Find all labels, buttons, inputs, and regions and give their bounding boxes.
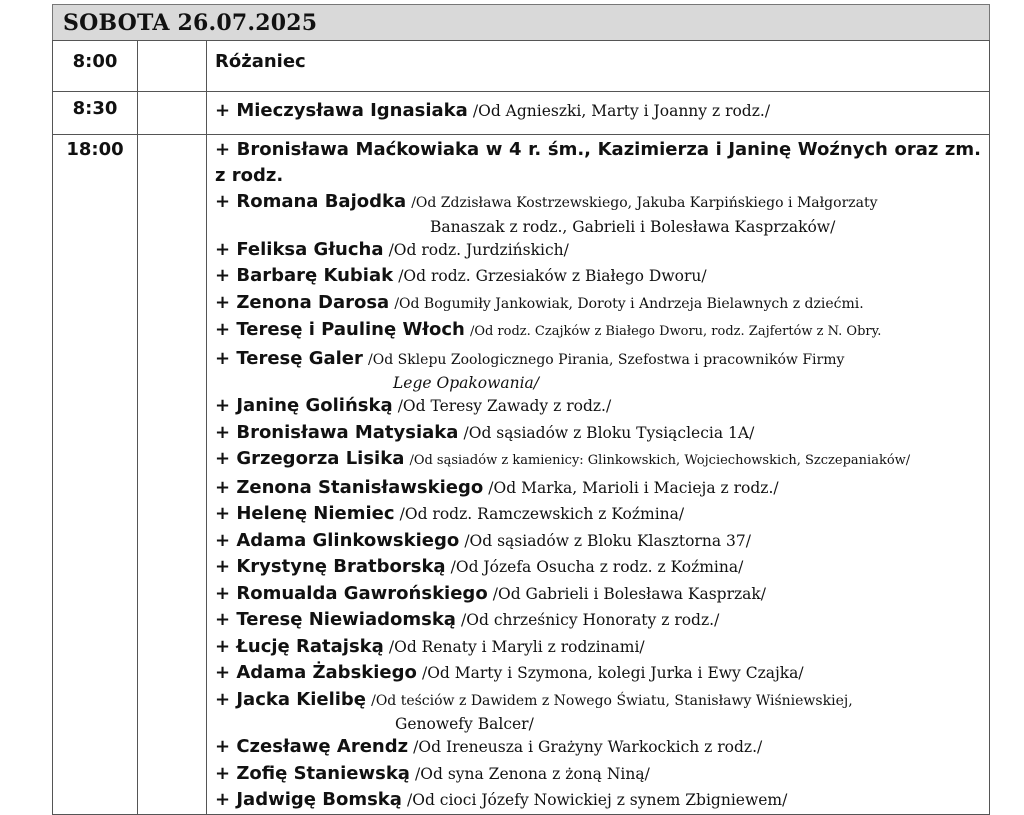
intention-note: /Od rodz. Ramczewskich z Koźmina/	[399, 505, 685, 523]
intention-note: /Od Agnieszki, Marty i Joanny z rodz./	[472, 102, 771, 120]
intention-name: + Adama Żabskiego	[215, 662, 417, 683]
list-item	[215, 290, 981, 318]
schedule-sheet	[52, 4, 990, 815]
table-row	[53, 92, 990, 135]
intention-note: /Od Marty i Szymona, kolegi Jurka i Ewy Czajka/	[421, 664, 804, 682]
intention-name: + Grzegorza Lisika	[215, 448, 405, 469]
intention-name: + Krystynę Bratborską	[215, 556, 446, 577]
list-item	[215, 346, 981, 374]
time-cell: 18:00	[53, 135, 138, 815]
intention-name: + Romualda Gawrońskiego	[215, 582, 488, 604]
list-item	[215, 528, 981, 555]
list-item	[215, 554, 981, 581]
intention-name: + Bronisława Matysiaka	[215, 421, 459, 443]
intention-name: + Teresę Niewiadomską	[215, 609, 456, 630]
intention-note: /Od rodz. Czajków z Białego Dworu, rodz. Zajfertów z N. Obry.	[469, 324, 882, 339]
intention-note: /Od rodz. Jurdzińskich/	[388, 240, 569, 259]
list-item	[215, 189, 981, 217]
intention-text: Różaniec	[215, 51, 306, 72]
list-item	[215, 501, 981, 528]
intention-note-continued: Banaszak z rodz., Gabrieli i Bolesława Kasprzaków/	[430, 217, 836, 236]
intention-note: /Od sąsiadów z kamienicy: Glinkowskich, Wojciechowskich, Szczepaniaków/	[409, 453, 911, 468]
intention-note: /Od Teresy Zawady z rodz./	[397, 397, 612, 415]
intention-note: /Od cioci Józefy Nowickiej z synem Zbigniewem/	[407, 791, 788, 809]
intention-name: + Jadwigę Bomską	[215, 789, 402, 810]
intention-note: /Od sąsiadów z Bloku Klasztorna 37/	[464, 531, 751, 550]
list-item	[215, 446, 981, 475]
list-item	[215, 787, 981, 814]
day-title: SOBOTA 26.07.2025	[63, 9, 318, 36]
intention-note: /Od Józefa Osucha z rodz. z Koźmina/	[450, 558, 744, 576]
empty-cell	[138, 92, 207, 135]
table-row	[53, 41, 990, 92]
list-item	[215, 393, 981, 420]
intention-name: + Zenona Darosa	[215, 291, 390, 313]
intention-note: /Od sąsiadów z Bloku Tysiąclecia 1A/	[463, 423, 755, 442]
intention-note: /Od Zdzisława Kostrzewskiego, Jakuba Karpińskiego i Małgorzaty	[411, 195, 878, 211]
intention-name: + Zofię Staniewską	[215, 762, 410, 784]
intention-name: + Romana Bajodka	[215, 191, 407, 212]
list-item	[215, 687, 981, 715]
list-item	[215, 420, 981, 447]
intention-cell	[207, 92, 990, 135]
time-cell: 8:00	[53, 41, 138, 92]
intention-note: /Od teściów z Dawidem z Nowego Światu, Stanisławy Wiśniewskiej,	[371, 692, 853, 709]
table-row	[53, 135, 990, 815]
list-item	[215, 607, 981, 634]
intention-note: /Od Marka, Marioli i Macieja z rodz./	[488, 478, 779, 497]
intention-note-continued: Genowefy Balcer/	[395, 715, 534, 733]
list-item	[215, 634, 981, 661]
day-header	[52, 4, 990, 40]
empty-cell	[138, 41, 207, 92]
intention-name: + Łucję Ratajską	[215, 635, 384, 657]
list-item	[215, 237, 981, 264]
list-item	[215, 263, 981, 290]
intention-name: + Feliksa Głucha	[215, 238, 384, 260]
intention-name: + Barbarę Kubiak	[215, 265, 394, 286]
intention-name: + Czesławę Arendz	[215, 736, 409, 757]
intention-note: /Od Gabrieli i Bolesława Kasprzak/	[492, 584, 767, 603]
list-item	[215, 317, 981, 346]
list-item	[215, 734, 981, 761]
intention-note-continued: Lege Opakowania/	[393, 374, 539, 392]
list-item	[215, 581, 981, 608]
intention-note: /Od syna Zenona z żoną Niną/	[415, 764, 650, 783]
mass-schedule-table	[52, 40, 990, 815]
intention-name: + Jacka Kielibę	[215, 688, 367, 710]
intention-name: + Teresę i Paulinę Włoch	[215, 319, 465, 340]
intention-name: + Janinę Golińską	[215, 395, 393, 416]
list-item	[215, 660, 981, 687]
time-cell: 8:30	[53, 92, 138, 135]
intention-name: + Zenona Stanisławskiego	[215, 476, 484, 498]
intention-note: /Od Ireneusza i Grażyny Warkockich z rodz./	[413, 738, 763, 756]
intention-name: + Helenę Niemiec	[215, 503, 395, 524]
intention-cell	[207, 135, 990, 815]
intention-name: + Adama Glinkowskiego	[215, 529, 460, 551]
intention-note: /Od Renaty i Maryli z rodzinami/	[388, 637, 645, 656]
intention-note: /Od rodz. Grzesiaków z Białego Dworu/	[398, 267, 707, 285]
list-item	[215, 761, 981, 788]
intention-cell	[207, 41, 990, 92]
intention-note: /Od Bogumiły Jankowiak, Doroty i Andrzeja Bielawnych z dziećmi.	[394, 295, 864, 312]
intention-name: + Teresę Galer	[215, 347, 363, 369]
intention-first: + Bronisława Maćkowiaka w 4 r. śm., Kazimierza i Janinę Woźnych oraz zm. z rodz.	[215, 139, 981, 186]
empty-cell	[138, 135, 207, 815]
intention-name: + Mieczysława Ignasiaka	[215, 100, 468, 121]
intention-note: /Od chrześnicy Honoraty z rodz./	[461, 611, 720, 629]
intention-note: /Od Sklepu Zoologicznego Pirania, Szefostwa i pracowników Firmy	[368, 351, 845, 368]
list-item	[215, 475, 981, 502]
